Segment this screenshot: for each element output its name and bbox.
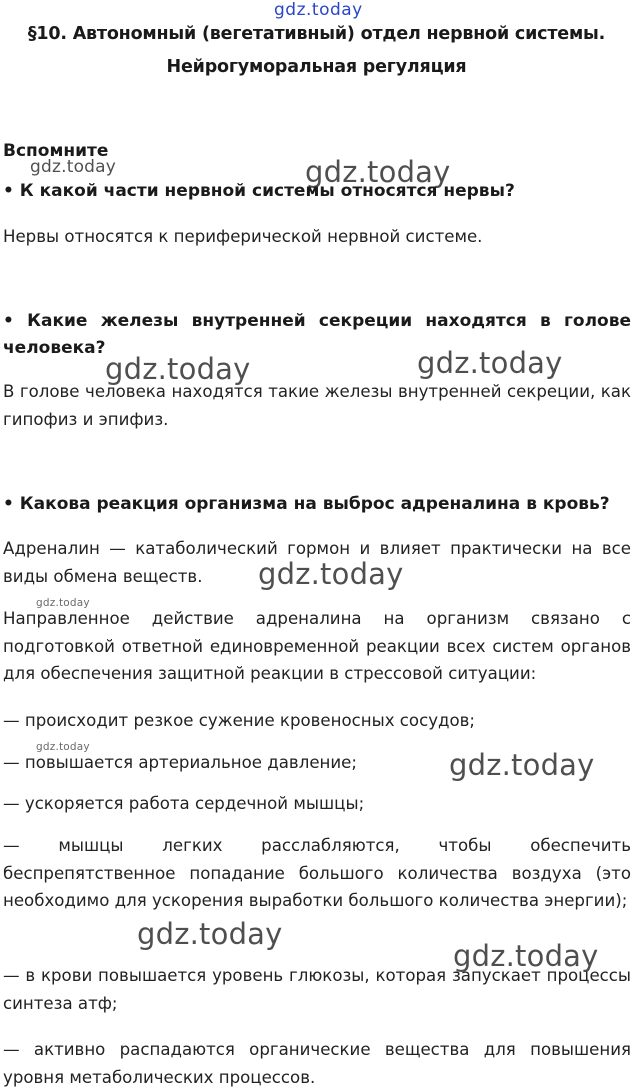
watermark: gdz.today [305,155,451,189]
answer-1: Нервы относятся к периферической нервной системе. [3,227,483,246]
watermark: gdz.today [417,346,563,380]
watermark: gdz.today [137,917,283,951]
answer-3-list-item-4: — мышцы легких расслабляются, чтобы обеспечить беспрепятственное попадание большого количества воздуха (это необходимо для ускорения выработки большого количества энергии); [3,836,631,910]
question-2: • Какие железы внутренней секреции находятся в голове человека? [3,311,631,358]
answer-3-paragraph-1: Адреналин — катаболический гормон и влияет практически на все виды обмена веществ. [3,539,631,586]
answer-3-list-item-1: — происходит резкое сужение кровеносных сосудов; [3,711,476,730]
question-1: • К какой части нервной системы относятся нервы? [3,181,515,201]
page-title-line-1: §10. Автономный (вегетативный) отдел нервной системы. [27,24,606,44]
answer-3-list-item-2: — повышается артериальное давление; [3,753,357,772]
answer-3-list-item-3: — ускоряется работа сердечной мышцы; [3,794,365,813]
watermark: gdz.today [449,748,595,782]
answer-2: В голове человека находятся такие железы внутренней секреции, как гипофиз и эпифиз. [3,382,631,429]
section-heading: Вспомните [3,141,109,161]
page-title-line-2: Нейрогуморальная регуляция [166,57,467,77]
watermark: gdz.today [105,352,251,386]
watermark: gdz.today [36,597,90,609]
answer-3-list-item-6: — активно распадаются органические вещества для повышения уровня метаболических процессов. [3,1040,631,1087]
question-3: • Какова реакция организма на выброс адреналина в кровь? [3,494,610,514]
watermark: gdz.today [36,741,90,753]
watermark: gdz.today [453,939,599,973]
watermark-top: gdz.today [274,0,363,20]
watermark: gdz.today [30,157,117,177]
answer-3-list-item-5: — в крови повышается уровень глюкозы, которая запускает процессы синтеза атф; [3,966,631,1013]
answer-3-paragraph-2: Направленное действие адреналина на организм связано с подготовкой ответной единовременной реакции всех систем органов для обеспечения защитной реакции в стрессовой ситуации: [3,609,631,683]
watermark: gdz.today [258,557,404,591]
